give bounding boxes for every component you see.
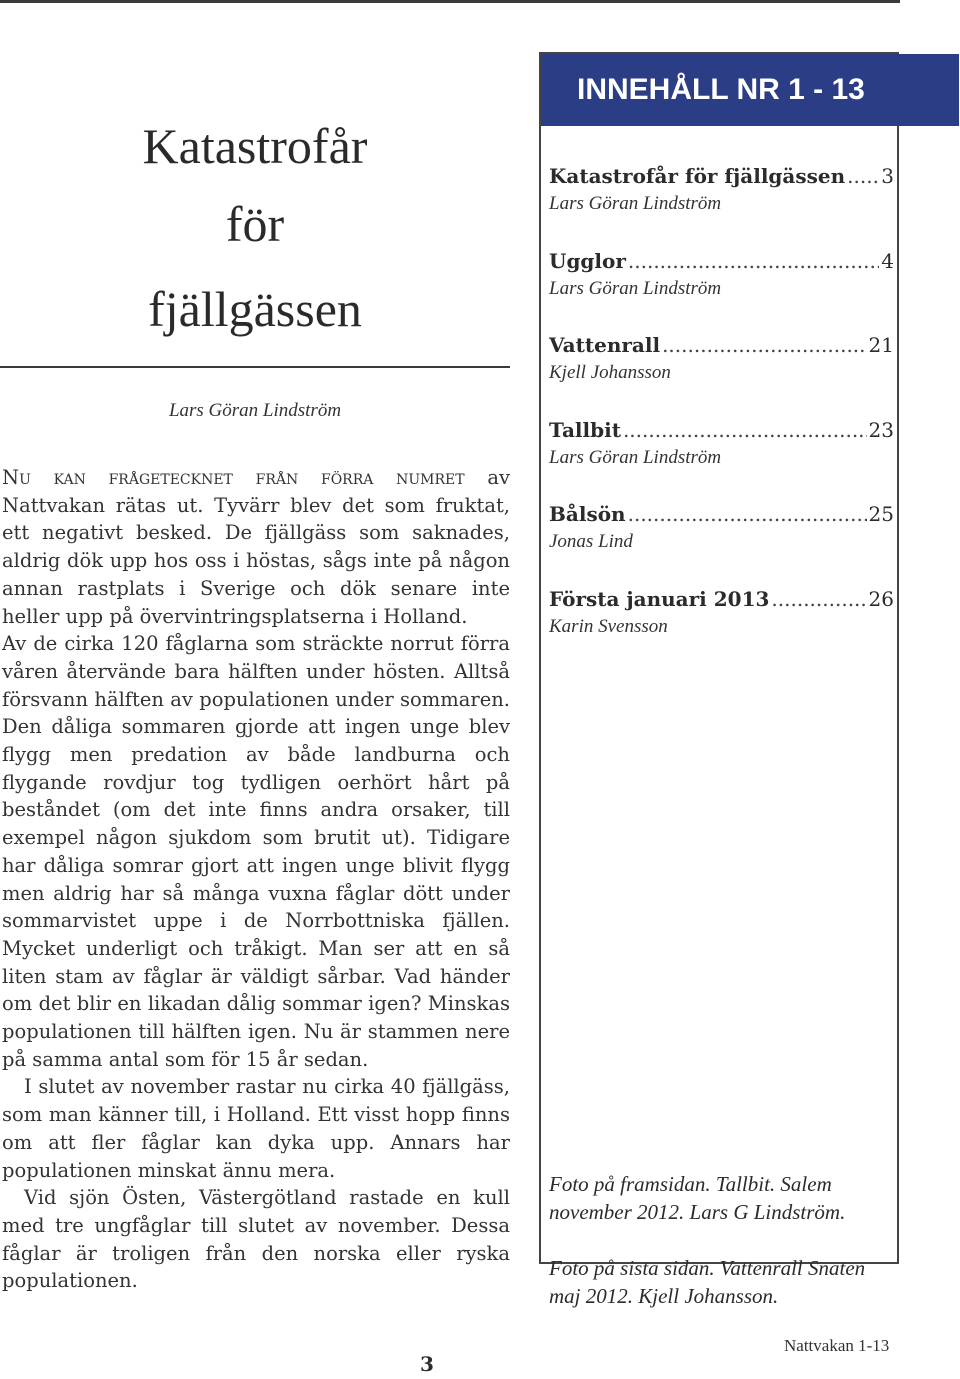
toc-item [549,416,894,501]
title-line-2: för [225,195,285,252]
toc-item [549,331,894,416]
toc-item-page: 21 [868,333,894,357]
article-title [100,108,410,349]
toc-item-title: Första januari 2013 [549,586,770,611]
page-number: 3 [420,1352,434,1376]
top-rule [0,0,900,3]
toc-item-author: Karin Svensson [549,615,668,637]
toc-item [549,247,894,332]
article-paragraph-2: Av de cirka 120 fåglarna som sträckte norrut förra våren återvände bara hälften under hösten. Alltså försvann hälften av populationen under sommaren. Den dåliga sommaren gjorde att ingen unge blev flygg men predation av både landburna och flygande rovdjur tog tydligen oerhört hårt på beståndet (om det inte finns andra orsaker, till exempel någon sjukdom som brutit ut). Tidigare har dåliga somrar gjort att ingen unge blivit flygg men aldrig har så många vuxna fåglar dött under sommarvistet uppe i de Norrbottniska fjällen. Mycket underligt och tråkigt. Man ser att en så liten stam av fåglar är väldigt sårbar. Vad händer om det blir en likadan dålig sommar igen? Minskas populationen till hälften igen. Nu är stammen nere på samma antal som för 15 år sedan. [2,632,510,1071]
title-line-1: Katastrofår [142,118,368,174]
article-body [2,464,510,1295]
toc-header: INNEHÅLL NR 1 - 13 [541,54,959,126]
toc-item-author: Lars Göran Lindström [549,277,722,299]
table-of-contents [539,52,899,1308]
toc-list [549,162,894,669]
toc-item-title: Vattenrall [549,333,661,357]
title-divider [0,366,510,368]
lead-in: Nu kan frågetecknet från förra numret [2,466,465,489]
article-byline: Lars Göran Lindström [168,400,342,421]
toc-item-title: Ugglor [549,248,626,273]
toc-item-title: Tallbit [549,417,621,442]
article-paragraph-1 [2,464,510,630]
toc-item-page: 26 [868,586,894,611]
toc-item [549,500,894,585]
title-line-3: fjällgässen [148,281,362,337]
toc-item-author: Kjell Johansson [549,362,671,383]
toc-item [549,585,894,670]
paragraph-1-text: av Nattvakan rätas ut. Tyvärr blev det som fruktat, ett negativt besked. De fjällgäss som saknades, aldrig dök upp hos oss i höstas, sågs inte på någon annan rastplats i Sverige och dök senare inte heller upp på övervintringsplatserna i Holland. [2,466,510,628]
toc-item-page: 4 [881,248,894,273]
toc-item-page: 23 [868,417,894,442]
toc-item-author: Lars Göran Lindström [549,193,722,214]
toc-item-author: Jonas Lind [549,531,633,552]
toc-item [549,162,894,247]
toc-item-title: Bålsön [549,502,626,526]
photo-credit-back: Foto på sista sidan. Vattenrall Snaten maj 2012. Kjell Johansson. [549,1256,866,1308]
article-paragraph-3: I slutet av november rastar nu cirka 40 fjällgäss, som man känner till, i Holland. Ett visst hopp finns om att fler fåglar kan dyka upp. Annars har populationen minskat ännu mera. [2,1075,510,1182]
photo-credit-front: Foto på framsidan. Tallbit. Salem november 2012. Lars G Lindström. [549,1172,846,1224]
toc-item-title: Katastrofår för fjällgässen [549,164,846,188]
article-paragraph-4: Vid sjön Östen, Västergötland rastade en kull med tre ungfåglar till slutet av november. Dessa fåglar är troligen från den norska eller ryska populationen. [2,1186,510,1293]
toc-item-page: 3 [881,164,894,188]
issue-label: Nattvakan 1-13 [784,1336,890,1355]
toc-item-page: 25 [868,502,894,526]
photo-credits [549,1170,894,1338]
toc-item-author: Lars Göran Lindström [549,446,722,468]
